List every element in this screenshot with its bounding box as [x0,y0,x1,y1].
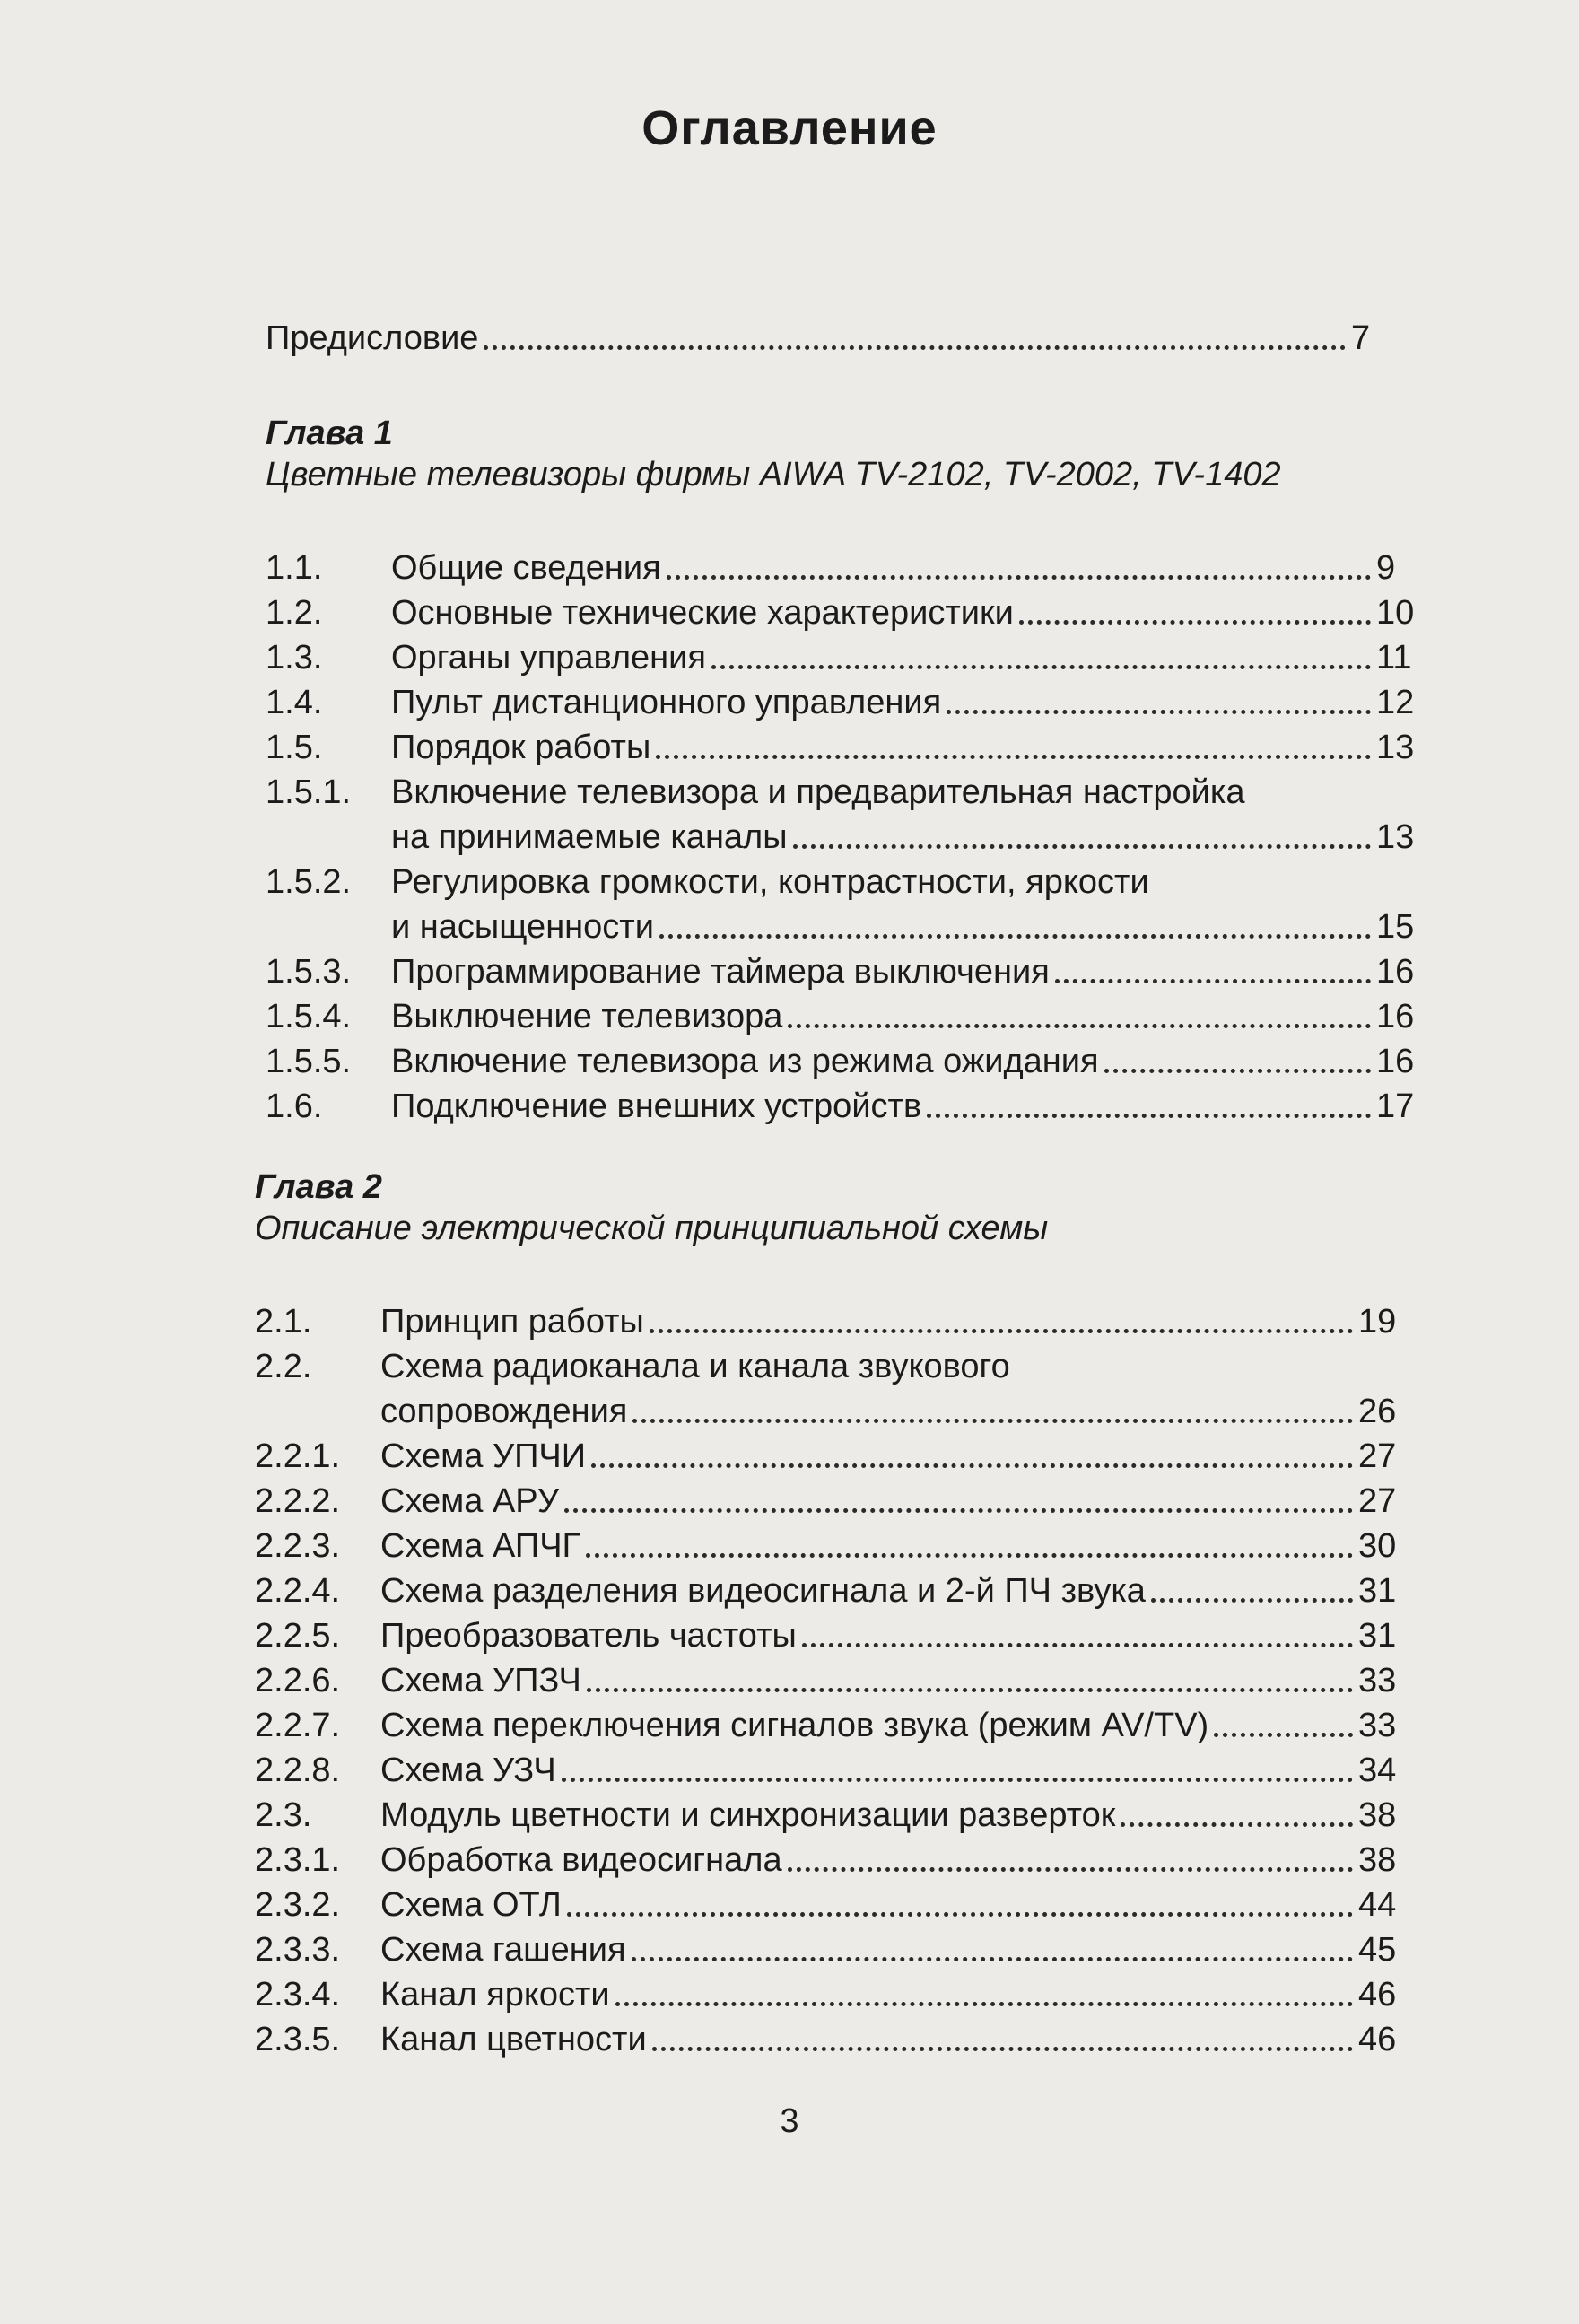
toc-entry [255,1524,1405,1568]
toc-page-number: 30 [1358,1527,1397,1565]
toc-entry-number: 2.3.2. [255,1886,341,1924]
toc-entry-label: Схема УЗЧ [380,1752,556,1789]
toc-preface [266,316,1398,361]
toc-entry [255,1299,1405,1344]
toc-entry-label: сопровождения [380,1393,628,1430]
toc-page-number: 38 [1358,1796,1397,1834]
toc-entry [255,1613,1405,1658]
toc-entry-label: Общие сведения [391,549,661,587]
dot-leader [591,1463,1353,1468]
dot-leader [632,1957,1353,1961]
toc-entry [266,635,1423,680]
dot-leader [659,934,1371,939]
toc-entry-label: Пульт дистанционного управления [391,684,942,721]
toc-entry-number: 2.2.2. [255,1482,341,1520]
toc-entry-label: Основные технические характеристики [391,594,1014,632]
toc-page-number: 38 [1358,1841,1397,1879]
toc-page-number: 11 [1376,639,1412,677]
toc-entry-number: 2.2.6. [255,1662,341,1699]
toc-entry-number: 1.6. [266,1088,323,1125]
toc-entry [266,949,1423,994]
dot-leader [802,1643,1353,1647]
chapter-1-section [266,415,1423,1129]
page-number: 3 [780,2102,799,2140]
toc-page-number: 16 [1376,998,1415,1035]
toc-page-number: 31 [1358,1572,1397,1610]
toc-entry-label: Подключение внешних устройств [391,1088,922,1125]
toc-page-number: 34 [1358,1752,1397,1789]
toc-entry-number: 1.5.5. [266,1043,352,1080]
toc-page-number: 16 [1376,953,1415,991]
toc-entry-number: 2.2.4. [255,1572,341,1610]
toc-entry [255,1479,1405,1524]
toc-list [266,546,1423,1129]
toc-page-number: 10 [1376,594,1415,632]
toc-entry [266,994,1423,1039]
toc-entry-continuation [255,1389,1405,1434]
toc-entry-label: Включение телевизора и предварительная настройка [391,773,1245,811]
toc-entry [266,1084,1423,1129]
chapter-title: Описание электрической принципиальной схемы [255,1210,1049,1247]
toc-entry-label: Схема УПЗЧ [380,1662,581,1699]
toc-entry [255,1793,1405,1838]
toc-entry-label: Включение телевизора из режима ожидания [391,1043,1099,1080]
dot-leader [793,844,1371,849]
toc-entry-label: Модуль цветности и синхронизации разверток [380,1796,1116,1834]
chapter-label: Глава 2 [255,1168,382,1206]
toc-page-number: 31 [1358,1617,1397,1655]
toc-entry [255,1703,1405,1748]
toc-entry-label: Схема переключения сигналов звука (режим AV/TV) [380,1707,1209,1744]
dot-leader [1019,620,1371,625]
toc-page-number: 12 [1376,684,1415,721]
toc-entry-label: Регулировка громкости, контрастности, яркости [391,863,1149,901]
toc-entry-label: Схема радиоканала и канала звукового [380,1348,1010,1385]
dot-leader [564,1508,1353,1513]
chapter-2-section [255,1168,1405,2062]
toc-entry-number: 2.3. [255,1796,312,1834]
toc-page-number: 46 [1358,2021,1397,2058]
toc-entry-number: 2.3.1. [255,1841,341,1879]
dot-leader [667,575,1371,580]
toc-entry [255,1344,1405,1389]
dot-leader [587,1688,1353,1692]
toc-entry-label: на принимаемые каналы [391,818,788,856]
toc-entry-label: Канал яркости [380,1976,610,2014]
dot-leader [788,1867,1353,1872]
toc-entry [266,1039,1423,1084]
toc-page-number: 13 [1376,818,1415,856]
toc-entry [255,1838,1405,1883]
toc-list [255,1299,1405,2062]
toc-entry-number: 1.5.2. [266,863,352,901]
toc-entry-number: 2.2.7. [255,1707,341,1744]
toc-entry-number: 1.2. [266,594,323,632]
page-title: Оглавление [641,101,938,155]
toc-page-number: 17 [1376,1088,1415,1125]
toc-page-number: 9 [1376,549,1396,587]
toc-entry-label: Схема гашения [380,1931,626,1969]
toc-entry-label: Схема АПЧГ [380,1527,581,1565]
dot-leader [632,1419,1353,1423]
toc-entry [266,590,1423,635]
toc-entry [255,1568,1405,1613]
chapter-title: Цветные телевизоры фирмы AIWA TV-2102, TV-2002, TV-1402 [266,456,1281,494]
toc-entry [255,1748,1405,1793]
toc-entry [266,725,1423,770]
toc-page-number: 7 [1351,319,1371,357]
toc-page-number: 26 [1358,1393,1397,1430]
toc-page-number: 16 [1376,1043,1415,1080]
toc-entry-number: 2.2. [255,1348,312,1385]
toc-entry-number: 1.3. [266,639,323,677]
toc-entry-number: 1.4. [266,684,323,721]
toc-entry-continuation [266,815,1423,860]
dot-leader [650,1329,1353,1333]
toc-entry-number: 1.1. [266,549,323,587]
toc-entry-label: Выключение телевизора [391,998,783,1035]
toc-entry-number: 2.2.1. [255,1437,341,1475]
dot-leader [652,2047,1353,2051]
toc-entry-label: Порядок работы [391,729,651,766]
toc-entry-number: 1.5.1. [266,773,352,811]
toc-entry-number: 1.5.3. [266,953,352,991]
dot-leader [656,755,1371,759]
toc-page-number: 44 [1358,1886,1397,1924]
toc-entry-label: Органы управления [391,639,706,677]
toc-entry [255,1658,1405,1703]
toc-entry-label: Принцип работы [380,1303,644,1341]
toc-entry [266,770,1423,815]
toc-entry-number: 2.1. [255,1303,312,1341]
toc-entry [255,1883,1405,1927]
toc-entry [266,680,1423,725]
dot-leader [947,710,1371,714]
dot-leader [567,1912,1353,1917]
dot-leader [927,1114,1371,1118]
dot-leader [1104,1069,1371,1073]
toc-entry-number: 2.2.3. [255,1527,341,1565]
dot-leader [1151,1598,1353,1603]
dot-leader [562,1778,1353,1782]
toc-page-number: 13 [1376,729,1415,766]
toc-entry [255,1927,1405,1972]
toc-page-number: 27 [1358,1437,1397,1475]
toc-entry [255,1972,1405,2017]
toc-page-number: 27 [1358,1482,1397,1520]
toc-entry-continuation [266,904,1423,949]
toc-entry-number: 1.5. [266,729,323,766]
toc-entry-number: 1.5.4. [266,998,352,1035]
toc-page-number: 33 [1358,1707,1397,1744]
toc-entry-label: Обработка видеосигнала [380,1841,782,1879]
dot-leader [484,345,1346,350]
toc-entry-label: и насыщенности [391,908,654,946]
toc-entry-label: Схема УПЧИ [380,1437,587,1475]
toc-entry-label: Канал цветности [380,2021,647,2058]
toc-entry [255,1434,1405,1479]
dot-leader [1214,1733,1353,1737]
toc-page-number: 33 [1358,1662,1397,1699]
toc-entry [266,546,1423,590]
toc-entry-number: 2.3.5. [255,2021,341,2058]
toc-entry-label: Предисловие [266,319,479,357]
toc-entry [266,860,1423,904]
toc-page-number: 15 [1376,908,1415,946]
dot-leader [586,1553,1353,1558]
toc-entry [255,2017,1405,2062]
dot-leader [788,1024,1371,1028]
toc-entry-label: Схема ОТЛ [380,1886,562,1924]
toc-entry-number: 2.2.5. [255,1617,341,1655]
toc-entry-label: Преобразователь частоты [380,1617,797,1655]
dot-leader [1121,1822,1353,1827]
toc-entry-label: Схема АРУ [380,1482,559,1520]
dot-leader [1055,979,1371,983]
dot-leader [711,665,1371,669]
toc-entry-label: Схема разделения видеосигнала и 2-й ПЧ звука [380,1572,1146,1610]
toc-page-number: 19 [1358,1303,1397,1341]
toc-entry-number: 2.3.3. [255,1931,341,1969]
toc-page-number: 46 [1358,1976,1397,2014]
toc-entry-label: Программирование таймера выключения [391,953,1050,991]
chapter-label: Глава 1 [266,415,393,452]
dot-leader [615,2002,1353,2006]
toc-entry-number: 2.2.8. [255,1752,341,1789]
toc-page-number: 45 [1358,1931,1397,1969]
toc-entry-number: 2.3.4. [255,1976,341,2014]
